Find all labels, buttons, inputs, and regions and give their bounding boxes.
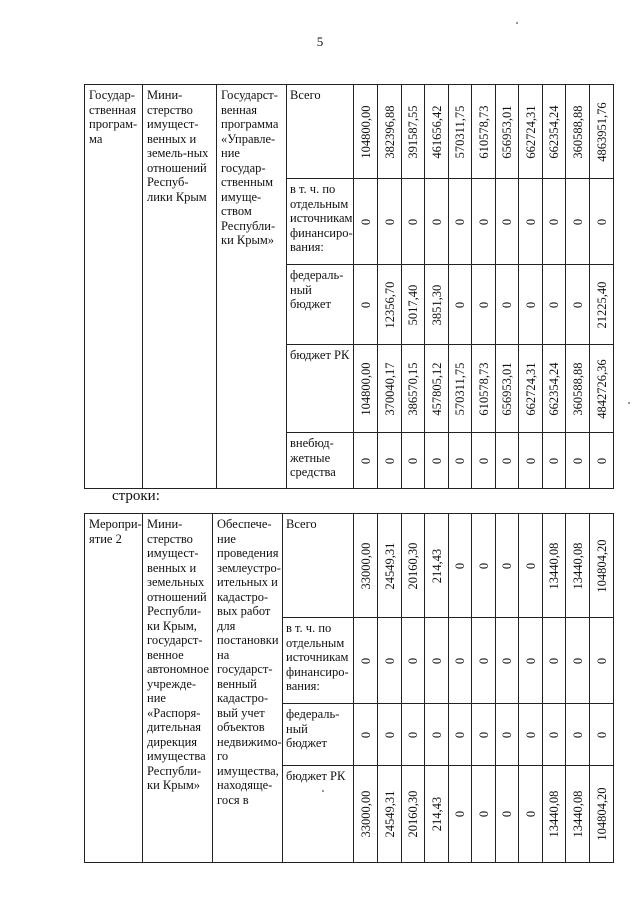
value-cell — [590, 345, 614, 433]
value-text: 13440,08 — [570, 790, 585, 838]
value-text: 0 — [546, 218, 561, 225]
value-text: 0 — [499, 810, 514, 818]
value-cell — [354, 704, 378, 766]
executor-cell: Мини-стерство имущест-венных и земель-ных отношений Респуб-лики Крым — [143, 85, 217, 489]
value-text: 0 — [499, 218, 514, 225]
value-cell — [472, 265, 496, 345]
value-cell — [496, 345, 519, 433]
value-cell — [566, 85, 590, 179]
value-text: 0 — [452, 562, 467, 569]
value-text: 0 — [429, 731, 444, 738]
budget-table-1 — [84, 84, 614, 489]
value-cell — [519, 179, 543, 265]
value-text: 0 — [382, 457, 397, 464]
value-text: 382396,88 — [382, 104, 397, 159]
name-cell: Государст-венная программа «Управле-ние государ-ственным имуще-ством Республи-ки Крым» — [217, 85, 287, 489]
value-text: 0 — [476, 457, 491, 464]
value-cell — [425, 433, 449, 489]
value-text: 656953,01 — [499, 104, 514, 159]
value-text: 656953,01 — [499, 361, 514, 416]
funding-source-label: бюджет РК — [283, 766, 354, 863]
value-cell — [402, 85, 425, 179]
value-cell — [472, 766, 496, 863]
value-text: 104800,00 — [358, 361, 373, 416]
value-cell — [402, 179, 425, 265]
value-text: 13440,08 — [546, 790, 561, 838]
value-cell — [354, 345, 378, 433]
value-cell — [378, 766, 402, 863]
value-cell — [519, 766, 543, 863]
value-text: 0 — [452, 301, 467, 308]
value-text: 33000,00 — [358, 790, 373, 838]
caption-strings: строки: — [112, 488, 160, 504]
value-cell — [449, 433, 472, 489]
value-text: 662354,24 — [546, 104, 561, 159]
value-cell — [496, 514, 519, 618]
value-cell — [402, 704, 425, 766]
value-text: 0 — [523, 657, 538, 664]
value-cell — [449, 514, 472, 618]
value-text: 0 — [594, 218, 609, 225]
value-cell — [519, 514, 543, 618]
value-text: 5017,40 — [405, 284, 420, 325]
value-cell — [378, 704, 402, 766]
value-cell — [449, 618, 472, 704]
value-text: 386570,15 — [405, 361, 420, 416]
value-cell — [425, 766, 449, 863]
value-text: 662724,31 — [523, 104, 538, 159]
budget-table-2 — [84, 513, 614, 863]
value-text: 0 — [546, 731, 561, 738]
value-text: 0 — [476, 810, 491, 818]
value-cell — [543, 766, 566, 863]
value-text: 20160,30 — [405, 542, 420, 589]
value-text: 391587,55 — [405, 104, 420, 159]
value-cell — [590, 85, 614, 179]
value-text: 0 — [382, 657, 397, 664]
value-cell — [378, 179, 402, 265]
value-cell — [378, 618, 402, 704]
value-cell — [590, 514, 614, 618]
value-cell — [519, 265, 543, 345]
value-cell — [472, 345, 496, 433]
name-cell: Обеспече-ние проведения землеустро-ительных и кадастро-вых работ для постановки на государст-венный кадастро-вый учет объектов недвижимо-го имущества, находяще-гося в — [213, 514, 283, 863]
value-cell — [496, 704, 519, 766]
funding-source-label: Всего — [287, 85, 354, 179]
value-text: 12356,70 — [382, 281, 397, 328]
value-cell — [425, 265, 449, 345]
value-cell — [566, 265, 590, 345]
funding-source-label: в т. ч. по отдельным источникам финансиро-вания: — [283, 618, 354, 704]
program-cell: Государ-ственная програм-ма — [85, 85, 143, 489]
value-text: 0 — [523, 562, 538, 569]
value-cell — [472, 179, 496, 265]
value-cell — [543, 345, 566, 433]
value-cell — [402, 766, 425, 863]
value-cell — [543, 433, 566, 489]
value-text: 0 — [523, 218, 538, 225]
value-text: 214,43 — [429, 548, 444, 583]
value-cell — [472, 514, 496, 618]
value-cell — [354, 85, 378, 179]
value-cell — [354, 766, 378, 863]
value-cell — [472, 704, 496, 766]
value-cell — [354, 618, 378, 704]
value-cell — [449, 345, 472, 433]
funding-source-label: Всего — [283, 514, 354, 618]
value-cell — [590, 704, 614, 766]
value-text: 0 — [429, 218, 444, 225]
value-text: 0 — [429, 657, 444, 664]
value-cell — [590, 433, 614, 489]
value-text: 0 — [523, 810, 538, 818]
value-cell — [354, 265, 378, 345]
value-text: 0 — [523, 457, 538, 464]
value-text: 610578,73 — [476, 104, 491, 159]
value-text: 457805,12 — [429, 361, 444, 416]
value-text: 0 — [499, 457, 514, 464]
value-cell — [566, 433, 590, 489]
value-text: 0 — [452, 218, 467, 225]
scan-speck — [322, 790, 324, 792]
value-cell — [402, 618, 425, 704]
value-text: 0 — [358, 657, 373, 664]
value-cell — [449, 179, 472, 265]
value-text: 0 — [452, 731, 467, 738]
value-cell — [566, 179, 590, 265]
funding-source-label: федераль-ный бюджет — [283, 704, 354, 766]
value-cell — [566, 766, 590, 863]
value-cell — [449, 265, 472, 345]
value-cell — [496, 85, 519, 179]
value-text: 0 — [382, 731, 397, 738]
value-text: 0 — [476, 218, 491, 225]
executor-cell: Мини-стерство имущест-венных и земельных отношений Республи-ки Крым, государст-венное автономное учрежде-ние «Распоря-дительная дирекция имущества Республи-ки Крым» — [143, 514, 213, 863]
value-text: 3851,30 — [429, 284, 444, 325]
value-text: 104804,20 — [594, 538, 609, 593]
value-cell — [354, 179, 378, 265]
value-text: 13440,08 — [570, 542, 585, 589]
value-text: 570311,75 — [452, 362, 467, 415]
value-cell — [543, 514, 566, 618]
value-cell — [543, 179, 566, 265]
value-text: 0 — [570, 457, 585, 464]
value-text: 662724,31 — [523, 361, 538, 416]
value-text: 0 — [476, 731, 491, 738]
value-cell — [566, 345, 590, 433]
value-text: 13440,08 — [546, 542, 561, 589]
value-text: 370040,17 — [382, 361, 397, 416]
value-cell — [519, 85, 543, 179]
value-text: 214,43 — [429, 796, 444, 832]
value-cell — [590, 179, 614, 265]
value-text: 4863951,76 — [594, 101, 609, 162]
value-text: 0 — [499, 731, 514, 738]
value-cell — [543, 265, 566, 345]
funding-source-label: в т. ч. по отдельным источникам финансиро-вания: — [287, 179, 354, 265]
value-cell — [566, 618, 590, 704]
value-text: 0 — [476, 562, 491, 569]
value-text: 21225,40 — [594, 281, 609, 328]
value-text: 0 — [594, 657, 609, 664]
scan-speck — [628, 402, 630, 404]
value-cell — [378, 514, 402, 618]
value-cell — [425, 704, 449, 766]
value-text: 0 — [546, 657, 561, 664]
value-text: 0 — [546, 301, 561, 308]
value-text: 0 — [594, 457, 609, 464]
value-text: 0 — [405, 657, 420, 664]
value-cell — [543, 704, 566, 766]
value-text: 0 — [358, 457, 373, 464]
value-cell — [402, 345, 425, 433]
value-text: 24549,31 — [382, 542, 397, 589]
value-text: 0 — [382, 218, 397, 225]
value-text: 610578,73 — [476, 361, 491, 416]
value-text: 104804,20 — [594, 787, 609, 841]
table-row — [85, 85, 614, 179]
value-cell — [590, 618, 614, 704]
value-cell — [519, 433, 543, 489]
value-cell — [472, 85, 496, 179]
value-cell — [354, 433, 378, 489]
value-cell — [425, 514, 449, 618]
value-text: 0 — [499, 657, 514, 664]
funding-source-label: бюджет РК — [287, 345, 354, 433]
value-text: 24549,31 — [382, 790, 397, 838]
value-cell — [519, 704, 543, 766]
value-cell — [566, 704, 590, 766]
program-cell: Меропри-ятие 2 — [85, 514, 143, 863]
value-cell — [543, 618, 566, 704]
value-text: 0 — [358, 731, 373, 738]
value-cell — [496, 179, 519, 265]
value-text: 570311,75 — [452, 105, 467, 158]
value-text: 0 — [594, 731, 609, 738]
value-text: 0 — [570, 301, 585, 308]
value-cell — [402, 433, 425, 489]
value-text: 33000,00 — [358, 542, 373, 589]
value-cell — [425, 345, 449, 433]
value-text: 0 — [452, 457, 467, 464]
value-text: 0 — [499, 562, 514, 569]
value-text: 461656,42 — [429, 104, 444, 159]
value-cell — [496, 618, 519, 704]
table-row — [85, 514, 614, 618]
value-text: 0 — [405, 731, 420, 738]
value-cell — [378, 433, 402, 489]
value-text: 0 — [523, 731, 538, 738]
value-cell — [425, 618, 449, 704]
value-text: 0 — [405, 218, 420, 225]
value-cell — [425, 85, 449, 179]
value-cell — [519, 618, 543, 704]
value-cell — [378, 265, 402, 345]
value-cell — [519, 345, 543, 433]
value-text: 0 — [358, 218, 373, 225]
value-cell — [402, 265, 425, 345]
value-cell — [472, 618, 496, 704]
funding-source-label: федераль-ный бюджет — [287, 265, 354, 345]
scan-speck — [516, 22, 518, 24]
value-cell — [496, 766, 519, 863]
funding-source-label: внебюд-жетные средства — [287, 433, 354, 489]
value-text: 0 — [452, 657, 467, 664]
value-cell — [402, 514, 425, 618]
value-text: 360588,88 — [570, 361, 585, 416]
value-cell — [378, 345, 402, 433]
value-text: 0 — [476, 301, 491, 308]
value-text: 0 — [570, 731, 585, 738]
value-text: 0 — [570, 657, 585, 664]
value-cell — [590, 265, 614, 345]
value-text: 0 — [499, 301, 514, 308]
value-text: 0 — [523, 301, 538, 308]
value-text: 104800,00 — [358, 104, 373, 159]
value-cell — [449, 766, 472, 863]
value-text: 0 — [452, 810, 467, 818]
value-cell — [354, 514, 378, 618]
value-text: 0 — [476, 657, 491, 664]
value-cell — [378, 85, 402, 179]
value-text: 20160,30 — [405, 790, 420, 838]
value-cell — [543, 85, 566, 179]
value-text: 0 — [570, 218, 585, 225]
value-cell — [590, 766, 614, 863]
value-cell — [496, 265, 519, 345]
value-text: 0 — [405, 457, 420, 464]
value-cell — [425, 179, 449, 265]
value-cell — [496, 433, 519, 489]
value-text: 0 — [429, 457, 444, 464]
value-text: 0 — [546, 457, 561, 464]
value-cell — [449, 704, 472, 766]
value-cell — [566, 514, 590, 618]
value-text: 0 — [358, 301, 373, 308]
value-text: 360588,88 — [570, 104, 585, 159]
value-cell — [472, 433, 496, 489]
page-number: 5 — [316, 34, 324, 49]
value-text: 662354,24 — [546, 361, 561, 416]
value-text: 4842726,36 — [594, 358, 609, 419]
value-cell — [449, 85, 472, 179]
